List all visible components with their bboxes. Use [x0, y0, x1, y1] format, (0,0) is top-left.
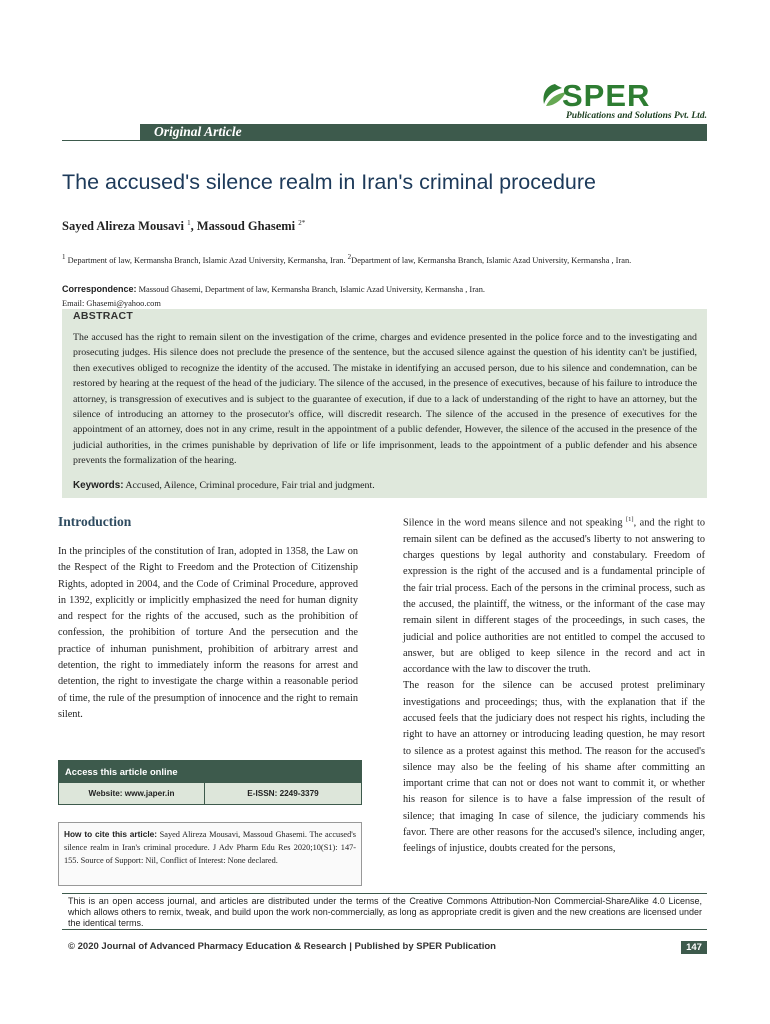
- email-link[interactable]: Ghasemi@yahoo.com: [86, 299, 161, 308]
- article-type-label: Original Article: [154, 124, 242, 139]
- author-affiliation-marker: 1: [187, 219, 191, 227]
- author-list: [62, 219, 305, 234]
- article-title: The accused's silence realm in Iran's criminal procedure: [62, 170, 596, 194]
- section-heading-introduction: Introduction: [58, 514, 132, 529]
- author-separator: ,: [190, 219, 197, 234]
- citation-box: [58, 822, 362, 886]
- paragraph-text: Silence in the word means silence and not speaking: [403, 517, 626, 529]
- correspondence-label: Correspondence:: [62, 284, 137, 294]
- access-heading: [59, 761, 361, 783]
- banner-divider: [62, 140, 707, 141]
- affiliation-text: Department of law, Kermansha Branch, Islamic Azad University, Kermansha, Iran.: [67, 255, 346, 265]
- citation-label: How to cite this article:: [64, 829, 158, 839]
- correspondence-text: Massoud Ghasemi, Department of law, Kermansha Branch, Islamic Azad University, Kermansha , Iran.: [138, 285, 485, 294]
- keywords-text: Accused, Ailence, Criminal procedure, Fair trial and judgment.: [125, 480, 375, 491]
- license-text: This is an open access journal, and articles are distributed under the terms of the Creative Commons Attribution-Non Commercial-ShareAlike 4.0 License, which allows others to remix, tweak, and build upon the work non-commercially, as long as appropriate credit is given and the new creations are licensed under the identical terms.: [68, 896, 702, 928]
- author-name: Sayed Alireza Mousavi: [62, 219, 184, 234]
- citation-body: Sayed Alireza Mousavi, Massoud Ghasemi. The accused's silence realm in Iran's criminal procedure. J Adv Pharm Edu Res 2020;10(S1): 147-155. Source of Support: Nil, Conflict of Interest: None declared.: [64, 830, 356, 865]
- keywords: [73, 480, 697, 491]
- affiliations: [62, 253, 707, 265]
- page-number: 147: [681, 941, 707, 954]
- page-footer: [62, 941, 707, 955]
- affiliation-marker: 2: [347, 253, 352, 261]
- body-paragraph: [403, 512, 705, 678]
- logo-wordmark: SPER: [562, 78, 651, 113]
- citation-text: [64, 828, 356, 867]
- paragraph-text: , and the right to remain silent can be defined as the accused's liberty to not answering to charges questions by legal authority and constabulary. Freedom of expression is the right of the accused and is a fundamental principle of the fair trial process. Each of the persons in the criminal process, such as the accused, the plaintiff, the witness, or the informant of the case may remain silent in different stages of the proceedings, in such cases, the judicial and police authorities are not entitled to compel the accused to answer, but are obliged to keep silence in the record and act in accordance with the law to discover the truth.: [403, 517, 705, 676]
- access-heading-label: Access this article online: [65, 766, 178, 777]
- abstract-heading: ABSTRACT: [73, 310, 134, 322]
- body-paragraph: The reason for the silence can be accused protest preliminary investigations and proceedings; thus, with the explanation that if the accused feels that the judiciary does not respect his rights, including the right to have an attorney or introducing leading question, he may resort to silence as a protest against this method. The reason for the accused's silence may also be the feeling of his shame after committing an important crime that can not or does not want to commit it, or whether his reason for silence is to have a false impression of the result of silence; that imaging In case of silence, the judiciary commends his favor. There are other reasons for the accused's silence, including anger, feelings of injustice, doubts created for the persons,: [403, 680, 705, 855]
- publisher-logo: [540, 78, 710, 126]
- abstract-text: The accused has the right to remain silent on the investigation of the crime, charges and evidence presented in the police force and to the investigating and prosecuting judges. His silence does not preclude the presence of the sentence, but the accused silence against the question of his identity can't be justified, then executives obliged to recognize the identity of the accused. The mistake in identifying an accused person, due to his silence and condemnation, can be restored by hearing at the request of the head of the judiciary. The silence of the accused, in the presence of executives, because of his failure to introduce the attorney, is transgression of executives and is subject to the guarantee of execution, if due to a lack of understanding of the right to have an attorney, but the silence of introducing an attorney to the prosecutor's office, will discredit research. The silence of the accused in the presence of executives for the appointment of an attorney, does not in any crime, result in the appointment of a public defender, However, the silence of the accused in the presence of the judicial authorities, in the crimes punishable by deprivation of life or life imprisonment, leads to the appointment of a public defender and his absence prevents the formalization of the hearing.: [73, 332, 697, 467]
- access-website-link[interactable]: Website: www.japer.in: [59, 783, 205, 804]
- author-affiliation-marker: 2*: [298, 219, 306, 227]
- email-label: Email:: [62, 299, 85, 308]
- access-issn: E-ISSN: 2249-3379: [205, 783, 361, 804]
- logo-tagline: Publications and Solutions Pvt. Ltd.: [566, 111, 707, 121]
- affiliation-marker: 1: [62, 253, 66, 261]
- author-name: Massoud Ghasemi: [196, 219, 296, 234]
- reference-marker[interactable]: [1]: [625, 516, 634, 523]
- access-online-box: [58, 760, 362, 805]
- affiliation-text: Department of law, Kermansha Branch, Islamic Azad University, Kermansha , Iran.: [351, 255, 632, 265]
- correspondence: [62, 282, 707, 311]
- body-right-column: [403, 512, 705, 858]
- article-type-banner: [140, 124, 707, 140]
- footer-copyright: © 2020 Journal of Advanced Pharmacy Education & Research | Published by SPER Publication: [68, 941, 496, 952]
- introduction-text: In the principles of the constitution of Iran, adopted in 1358, the Law on the Respect of the Right to Freedom and the Protection of Citizenship Rights, adopted in 2004, and the Code of Criminal Procedure, approved in 1392, explicitly or implicitly emphasized the need for human dignity and respect for the rights of the accused, such as the prohibition of confession, the prohibition of torture And the persecution and the practice of inhuman punishment, prohibition of arbitrary arrest and detention, the right to immediately inform the reasons for arrest and detention, the right to investigate the charge within a reasonable period of time, the rule of the presumption of innocence and the right to remain silent.: [58, 546, 358, 720]
- keywords-label: Keywords:: [73, 480, 124, 491]
- license-box: [62, 893, 707, 930]
